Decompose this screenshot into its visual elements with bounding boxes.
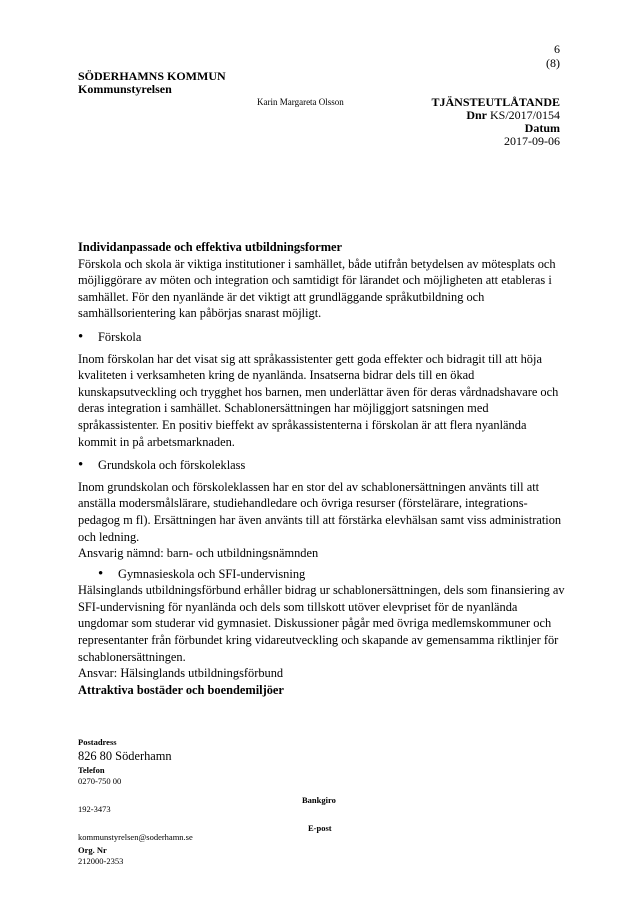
telefon-value: 0270-750 00 <box>78 776 122 786</box>
paragraph: Förskola och skola är viktiga institutioner i samhället, både utifrån betydelsen av mötesplats och möjliggörare av möten och integration och samtidigt för lärandet och möjligheten att etableras i samhället. För den nyanlände är det viktigt att grundläggande språkutbildning och samhällsorientering kan påbörjas snarast möjligt. <box>78 256 556 321</box>
paragraph: Hälsinglands utbildningsförbund erhåller bidrag ur schablonersättningen, dels som finansiering av SFI-undervisning för nyanlända och dels som tillskott utöver elevpriset för de nyanlända ungdomar som studerar vid gymnasiet. Diskussioner pågår med övriga medlemskommuner och representanter från förbundet kring vidareutveckling och skapande av gemensamma riktlinjer för schablonersättningen. <box>78 583 565 664</box>
telefon-label: Telefon <box>78 765 105 775</box>
bullet-dot-icon: • <box>78 328 84 345</box>
page-number: 6 <box>554 42 560 56</box>
bullet-label: Förskola <box>98 329 142 344</box>
org-unit: Kommunstyrelsen <box>78 82 172 96</box>
epost-label: E-post <box>308 823 332 833</box>
date-label: Datum <box>524 121 560 135</box>
document-number <box>466 108 560 122</box>
author-name: Karin Margareta Olsson <box>257 97 344 107</box>
postadress-value: 826 80 Söderhamn <box>78 749 172 763</box>
bullet-label: Grundskola och förskoleklass <box>98 458 246 473</box>
bullet-dot-icon: • <box>78 457 84 474</box>
epost-value: kommunstyrelsen@soderhamn.se <box>78 832 193 842</box>
responsible-line: Ansvar: Hälsinglands utbildningsförbund <box>78 666 284 681</box>
postadress-label: Postadress <box>78 737 117 747</box>
page-total: (8) <box>546 56 560 70</box>
bullet-item <box>78 457 568 474</box>
bullet-label: Gymnasieskola och SFI-undervisning <box>118 566 306 581</box>
responsible-line: Ansvarig nämnd: barn- och utbildningsnämnden <box>78 546 319 561</box>
dnr-value: KS/2017/0154 <box>489 108 560 122</box>
dnr-label: Dnr <box>466 108 487 122</box>
document-type: TJÄNSTEUTLÅTANDE <box>431 95 560 109</box>
section-heading: Attraktiva bostäder och boendemiljöer <box>78 682 284 697</box>
paragraph: Inom grundskolan och förskoleklassen har en stor del av schablonersättningen använts till att anställa modersmålslärare, studiehandledare och övriga resurser (förstelärare, integrations-pedagog m fl). Ersättningen har även använts till att förstärka elevhälsan samt viss administration och ledning. <box>78 479 562 544</box>
orgnr-value: 212000-2353 <box>78 856 124 866</box>
orgnr-label: Org. Nr <box>78 845 107 855</box>
document-body <box>78 239 568 698</box>
bankgiro-label: Bankgiro <box>302 795 336 805</box>
date-value: 2017-09-06 <box>504 134 560 148</box>
bullet-dot-icon: • <box>98 565 104 582</box>
bankgiro-value: 192-3473 <box>78 804 111 814</box>
org-name: SÖDERHAMNS KOMMUN <box>78 69 226 83</box>
bullet-item <box>78 329 568 346</box>
paragraph: Inom förskolan har det visat sig att språkassistenter gett goda effekter och bidragit till att höja kvaliteten i verksamheten kring de nyanlända. Insatserna bidrar dels till en ökad kunskapsutveckling och trygghet hos barnen, men underlättar även för deras vårdnadshavare och deras integration i samhället. Schablonersättningen har möjliggjort satsningen med språkassistenter. En positiv bieffekt av språkassistenterna i förskolan är att flera nyanlända kommit in på arbetsmarknaden. <box>78 351 559 449</box>
bullet-item <box>78 566 568 583</box>
section-heading: Individanpassade och effektiva utbildningsformer <box>78 240 343 254</box>
